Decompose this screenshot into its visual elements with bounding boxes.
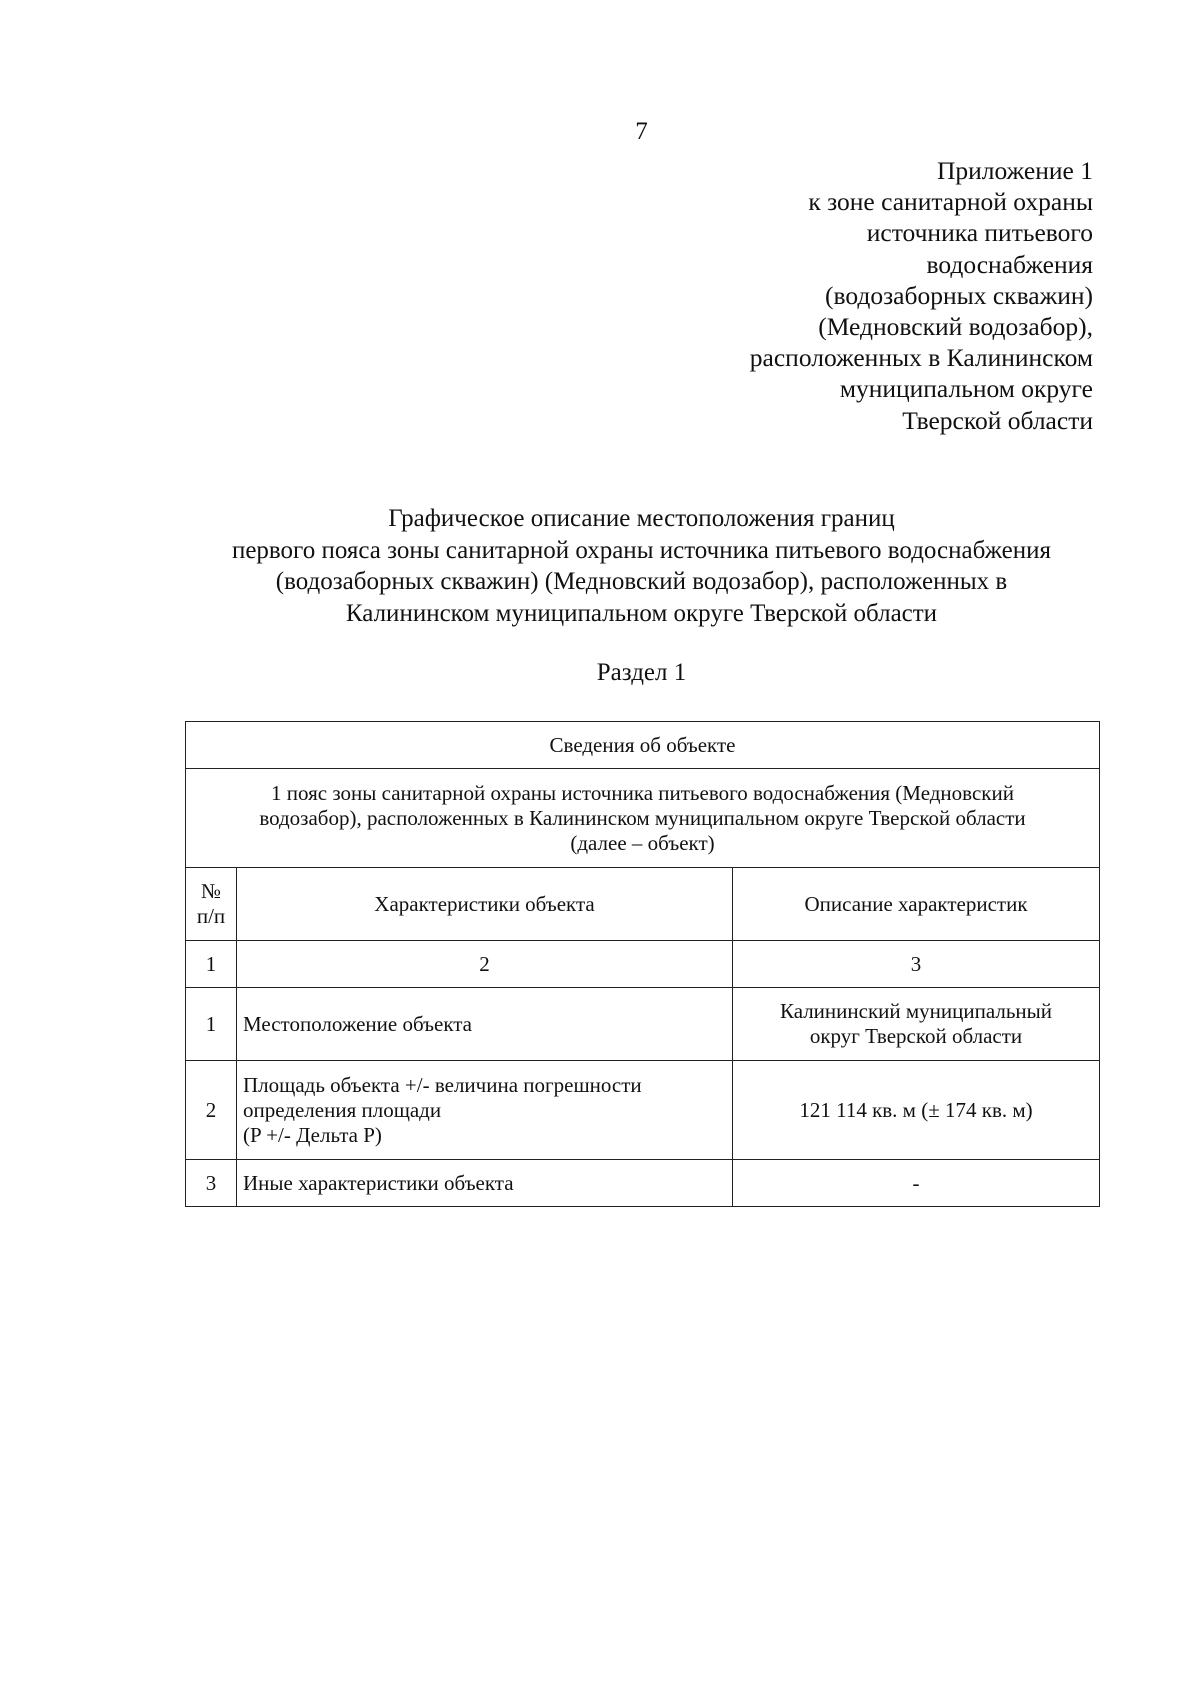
table-header-cell: Сведения об объекте [186, 722, 1100, 769]
column-header-description: Описание характеристик [733, 868, 1100, 941]
appendix-line: к зоне санитарной охраны [808, 187, 1093, 217]
appendix-block [750, 155, 1093, 436]
appendix-line: муниципальном округе [839, 374, 1093, 404]
appendix-line: Приложение 1 [937, 156, 1093, 185]
description-line: 121 114 кв. м (± 174 кв. м) [799, 1097, 1033, 1122]
object-line: 1 пояс зоны санитарной охраны источника питьевого водоснабжения (Медновский [271, 780, 1014, 805]
characteristic-line: Иные характеристики объекта [243, 1170, 514, 1195]
table-row [186, 988, 1100, 1061]
row-characteristic [237, 1160, 733, 1207]
column-header-num [186, 868, 237, 941]
row-number: 2 [186, 1061, 237, 1160]
description-line: округ Тверской области [809, 1024, 1023, 1048]
column-index-cell: 2 [237, 941, 733, 988]
characteristic-line: Местоположение объекта [243, 1011, 473, 1036]
row-characteristic [237, 1061, 733, 1160]
appendix-line: (водозаборных скважин) [825, 280, 1093, 310]
document-title [0, 503, 1200, 629]
characteristic-line: (P +/- Дельта P) [243, 1122, 382, 1147]
num-header-line: № [200, 879, 222, 903]
column-header-row [186, 868, 1100, 941]
row-description [733, 1061, 1100, 1160]
row-description [733, 1160, 1100, 1207]
object-description-row [186, 769, 1100, 868]
num-header-line: п/п [196, 904, 226, 928]
row-number: 1 [186, 988, 237, 1061]
table-row [186, 1160, 1100, 1207]
description-line: - [912, 1170, 920, 1195]
characteristic-line: определения площади [243, 1097, 442, 1122]
object-description-cell [186, 769, 1100, 868]
appendix-line: расположенных в Калининском [749, 343, 1093, 373]
table-header-row [186, 722, 1100, 769]
row-number: 3 [186, 1160, 237, 1207]
row-characteristic [237, 988, 733, 1061]
row-description [733, 988, 1100, 1061]
column-index-cell: 1 [186, 941, 237, 988]
title-line: (водозаборных скважин) (Медновский водозабор), расположенных в [275, 568, 1008, 595]
appendix-line: источника питьевого [866, 218, 1093, 248]
description-line: Калининский муниципальный [779, 999, 1053, 1023]
title-line: Калининском муниципальном округе Тверской области [345, 599, 938, 627]
object-line: водозабор), расположенных в Калининском муниципальном округе Тверской области [259, 805, 1026, 830]
title-line: Графическое описание местоположения границ [388, 505, 895, 532]
object-info-table [185, 721, 1100, 1207]
column-index-row [186, 941, 1100, 988]
column-header-characteristic: Характеристики объекта [237, 868, 733, 941]
characteristic-line: Площадь объекта +/- величина погрешности [243, 1072, 642, 1097]
object-line: (далее – объект) [570, 830, 715, 855]
appendix-line: водоснабжения [926, 249, 1093, 279]
title-line: первого пояса зоны санитарной охраны источника питьевого водоснабжения [231, 536, 1052, 564]
appendix-line: Тверской области [902, 405, 1093, 435]
column-index-cell: 3 [733, 941, 1100, 988]
table-row [186, 1061, 1100, 1160]
appendix-line: (Медновский водозабор), [818, 312, 1093, 342]
page-number: 7 [635, 118, 648, 145]
section-title: Раздел 1 [596, 659, 687, 686]
